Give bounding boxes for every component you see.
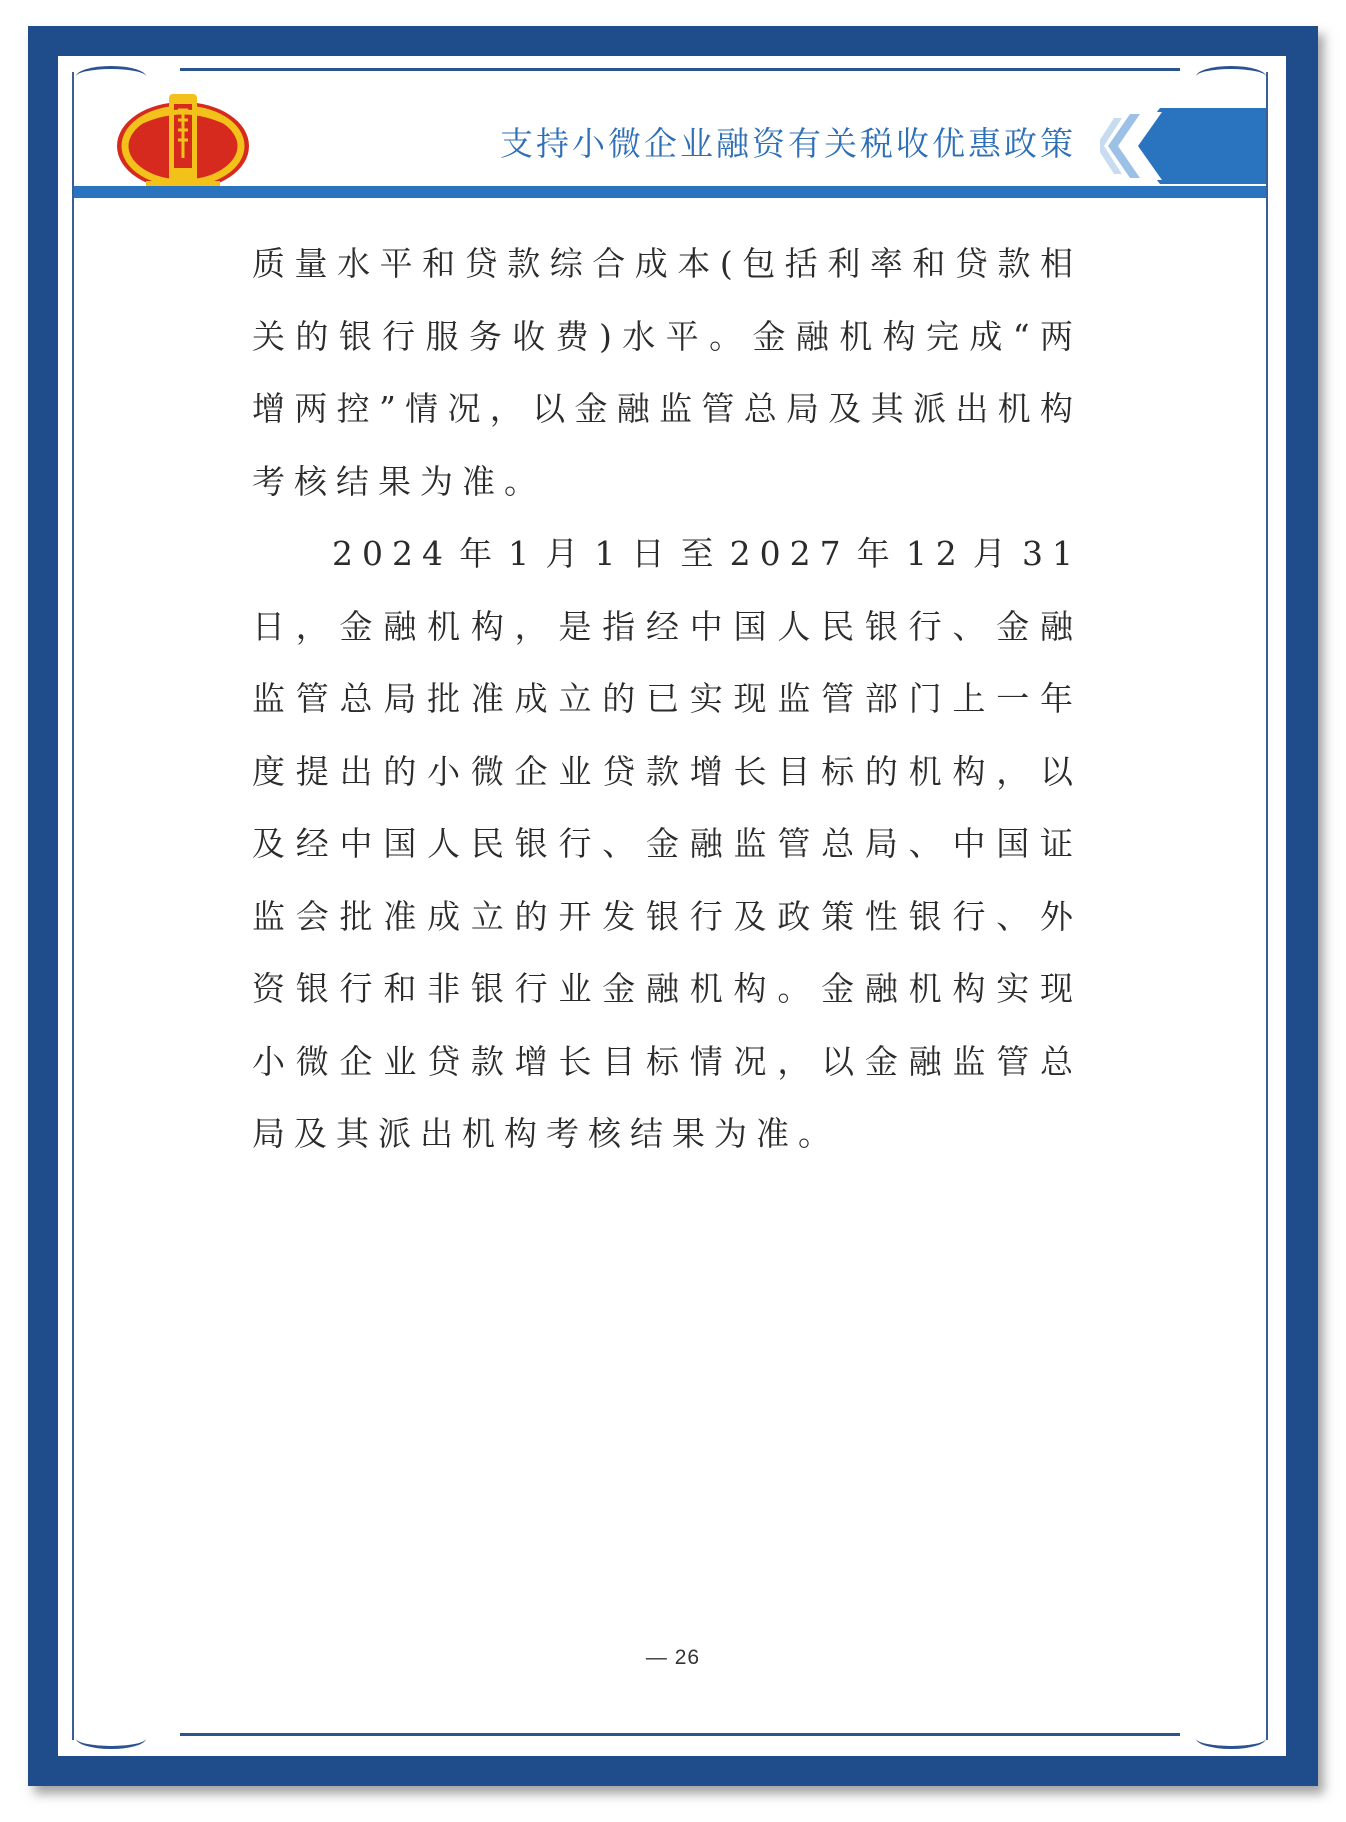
corner-ornament: [76, 1728, 146, 1749]
page-number: — 26: [645, 1646, 701, 1669]
tax-emblem-icon: [108, 88, 258, 198]
paragraph: 2024年1月1日至2027年12月31日，金融机构，是指经中国人民银行、金融监管总局批准成立的已实现监管部门上一年度提出的小微企业贷款增长目标的机构，以及经中国人民银行、金融监管总局、中国证监会批准成立的开发银行及政策性银行、外资银行和非银行业金融机构。金融机构实现小微企业贷款增长目标情况，以金融监管总局及其派出机构考核结果为准。: [252, 534, 1082, 1153]
corner-ornament: [76, 66, 146, 87]
header-title: 支持小微企业融资有关税收优惠政策: [500, 124, 1076, 163]
corner-ornament: [1196, 1728, 1266, 1749]
top-rule: [180, 68, 1180, 71]
paragraph: 质量水平和贷款综合成本(包括利率和贷款相关的银行服务收费)水平。金融机构完成“两增两控”情况，以金融监管总局及其派出机构考核结果为准。: [252, 244, 1082, 501]
header-rule: [74, 186, 1266, 198]
bottom-rule: [180, 1733, 1180, 1736]
body-text: [252, 228, 1082, 1171]
corner-ornament: [1196, 66, 1266, 87]
double-chevron-left-icon: [1100, 108, 1266, 184]
